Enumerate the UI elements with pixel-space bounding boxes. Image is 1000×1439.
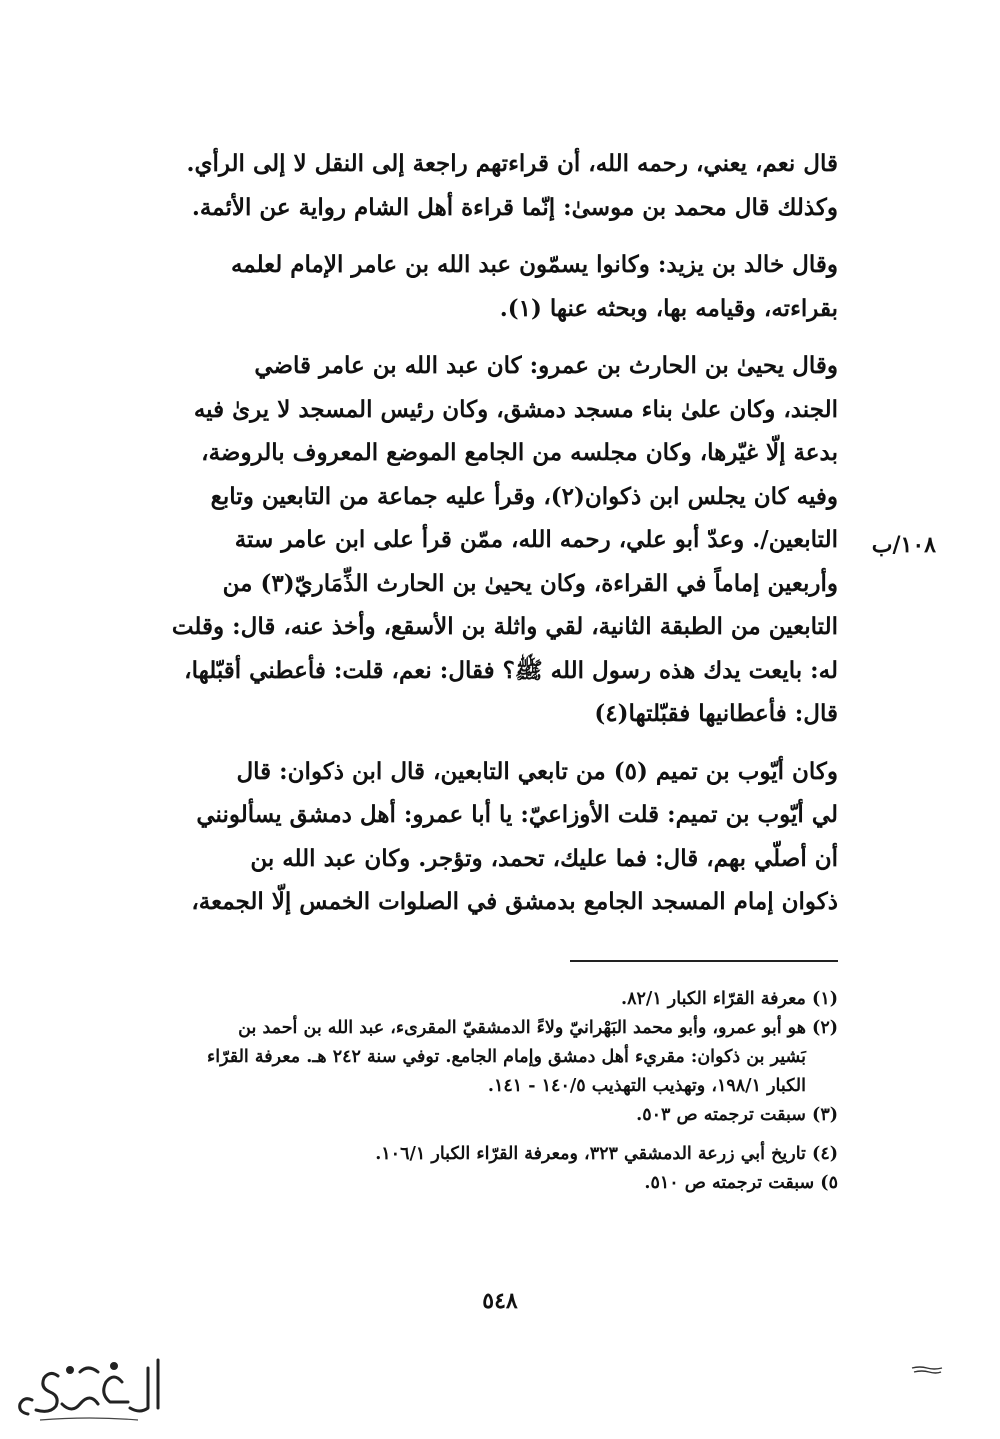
text-line: بدعة إلّا غيّرها، وكان مجلسه من الجامع الموضع المعروف بالروضة، (201, 439, 838, 466)
text-line: وكذلك قال محمد بن موسىٰ: إنّما قراءة أهل الشام رواية عن الأئمة. (191, 193, 838, 221)
text-line: له: بايعت يدك هذه رسول الله ﷺ؟ فقال: نعم، قلت: فأعطني أقبّلها، (184, 656, 838, 684)
text-line: التابعين من الطبقة الثانية، لقي واثلة بن الأسقع، وأخذ عنه، قال: وقلت (171, 613, 838, 640)
paragraph-3 (138, 344, 838, 736)
text-line: الجند، وكان علىٰ بناء مسجد دمشق، وكان رئيس المسجد لا يرىٰ فيه (193, 395, 838, 423)
paragraph-2 (138, 243, 838, 330)
footnote-3: (٣) سبقت ترجمته ص ٥٠٣. (636, 1105, 838, 1125)
footnote-2-continuation: الكبار ١٩٨/١، وتهذيب التهذيب ١٤٠/٥ - ١٤١. (487, 1076, 806, 1096)
library-logo (10, 1352, 170, 1430)
manuscript-folio-marker: ١٠٨/ب (871, 532, 936, 558)
footnotes (130, 985, 838, 1198)
scan-mark (910, 1365, 944, 1375)
page-number: ٥٤٨ (482, 1288, 518, 1314)
footnote-1: (١) معرفة القرّاء الكبار ٨٢/١. (621, 989, 838, 1009)
footnote-separator (570, 960, 838, 962)
paragraph-1 (138, 142, 838, 229)
text-line: لي أيّوب بن تميم: قلت الأوزاعيّ: يا أبا عمرو: أهل دمشق يسألونني (196, 801, 838, 828)
footnote-2-continuation: بَشير بن ذكوان: مقريء أهل دمشق وإمام الجامع. توفي سنة ٢٤٢ هـ. معرفة القرّاء (207, 1047, 806, 1067)
text-line: بقراءته، وقيامه بها، وبحثه عنها (١). (499, 294, 838, 322)
text-line: وقال خالد بن يزيد: وكانوا يسمّون عبد الله بن عامر الإمام لعلمه (230, 251, 838, 278)
text-line: أن أصلّي بهم، قال: فما عليك، تحمد، وتؤجر. وكان عبد الله بن (250, 844, 838, 872)
footnote-5: ٥) سبقت ترجمته ص ٥١٠. (644, 1173, 838, 1193)
footnote-4: (٤) تاريخ أبي زرعة الدمشقي ٣٢٣، ومعرفة القرّاء الكبار ١٠٦/١. (375, 1144, 838, 1164)
footnote-2: (٢) هو أبو عمرو، وأبو محمد البَهْرانيّ ولاءً الدمشقيّ المقرىء، عبد الله بن أحمد بن (238, 1018, 838, 1038)
text-line: وكان أيّوب بن تميم (٥) من تابعي التابعين، قال ابن ذكوان: قال (236, 757, 838, 785)
text-line: قال نعم، يعني، رحمه الله، أن قراءتهم راجعة إلى النقل لا إلى الرأي. (186, 150, 838, 177)
text-line: قال: فأعطانيها فقبّلتها(٤) (594, 700, 838, 727)
text-line: وأربعين إماماً في القراءة، وكان يحيىٰ بن الحارث الذِّمَاريّ(٣) من (222, 569, 838, 597)
text-line: التابعين/. وعدّ أبو علي، رحمه الله، ممّن قرأ على ابن عامر ستة (234, 526, 838, 553)
paragraph-4 (138, 750, 838, 924)
text-line: وقال يحيىٰ بن الحارث بن عمرو: كان عبد الله بن عامر قاضي (254, 352, 838, 379)
text-line: وفيه كان يجلس ابن ذكوان(٢)، وقرأ عليه جماعة من التابعين وتابع (210, 482, 838, 510)
main-text (138, 142, 838, 924)
text-line: ذكوان إمام المسجد الجامع بدمشق في الصلوات الخمس إلّا الجمعة، (191, 888, 838, 915)
